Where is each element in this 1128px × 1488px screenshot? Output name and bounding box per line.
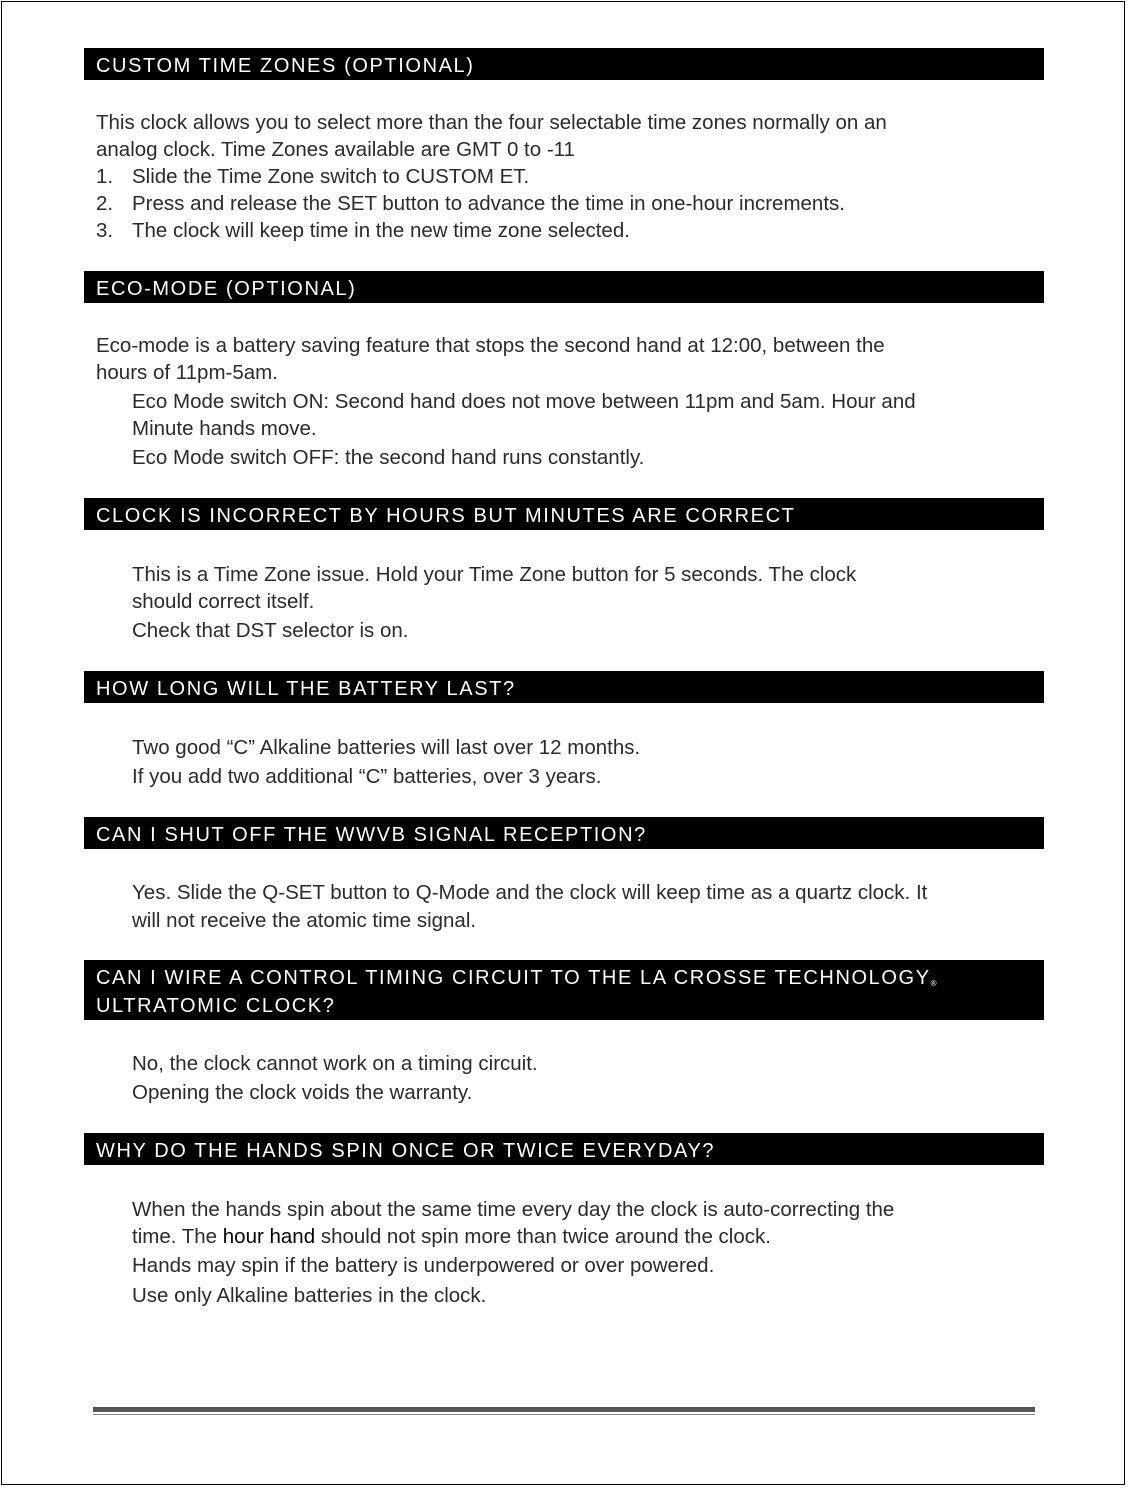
indented-line: Two good “C” Alkaline batteries will last over 12 months. xyxy=(132,736,641,759)
indented-line: Opening the clock voids the warranty. xyxy=(132,1081,473,1104)
indented-line: Yes. Slide the Q-SET button to Q-Mode and the clock will keep time as a quartz clock. It xyxy=(132,881,928,904)
indented-line: Minute hands move. xyxy=(132,417,317,440)
section-heading-clock-incorrect: CLOCK IS INCORRECT BY HOURS BUT MINUTES ARE CORRECT xyxy=(84,498,1044,530)
step-number: 2. xyxy=(96,192,114,215)
step-number: 1. xyxy=(96,165,114,188)
step-text: Slide the Time Zone switch to CUSTOM ET. xyxy=(132,165,530,188)
section-heading-battery-life: HOW LONG WILL THE BATTERY LAST? xyxy=(84,671,1044,703)
paragraph-line: Eco-mode is a battery saving feature that stops the second hand at 12:00, between the xyxy=(96,334,885,357)
section-heading-custom-time-zones: CUSTOM TIME ZONES (OPTIONAL) xyxy=(84,48,1044,80)
text-fragment: should not spin more than twice around the clock. xyxy=(315,1225,771,1248)
section-heading-eco-mode: ECO-MODE (OPTIONAL) xyxy=(84,271,1044,303)
paragraph-line: This clock allows you to select more than the four selectable time zones normally on an xyxy=(96,111,887,134)
paragraph-line: hours of 11pm-5am. xyxy=(96,361,278,384)
indented-line: Eco Mode switch OFF: the second hand runs constantly. xyxy=(132,446,645,469)
indented-line: will not receive the atomic time signal. xyxy=(132,909,477,932)
indented-line: Check that DST selector is on. xyxy=(132,619,409,642)
indented-line: No, the clock cannot work on a timing circuit. xyxy=(132,1052,538,1075)
step-text: The clock will keep time in the new time zone selected. xyxy=(132,219,630,242)
hour-hand-term: hour hand xyxy=(222,1225,316,1248)
heading-line-1: CAN I WIRE A CONTROL TIMING CIRCUIT TO THE LA CROSSE TECHNOLOGY xyxy=(96,967,931,989)
section-heading-timing-circuit xyxy=(84,960,1044,1020)
paragraph-line: analog clock. Time Zones available are GMT 0 to -11 xyxy=(96,138,575,161)
indented-line xyxy=(132,1223,771,1250)
step-number: 3. xyxy=(96,219,114,242)
indented-line: Eco Mode switch ON: Second hand does not move between 11pm and 5am. Hour and xyxy=(132,390,916,413)
indented-line: should correct itself. xyxy=(132,590,315,613)
section-heading-hands-spin: WHY DO THE HANDS SPIN ONCE OR TWICE EVERYDAY? xyxy=(84,1133,1044,1165)
heading-line-2: ULTRATOMIC CLOCK? xyxy=(96,995,336,1017)
indented-line: If you add two additional “C” batteries, over 3 years. xyxy=(132,765,602,788)
indented-line: When the hands spin about the same time every day the clock is auto-correcting the xyxy=(132,1198,895,1221)
footer-rule xyxy=(93,1407,1035,1412)
registered-mark: ® xyxy=(930,979,937,988)
indented-line: Hands may spin if the battery is underpowered or over powered. xyxy=(132,1254,715,1277)
text-fragment: time. The xyxy=(132,1225,223,1248)
footer-rule-thin xyxy=(93,1414,1035,1415)
indented-line: This is a Time Zone issue. Hold your Time Zone button for 5 seconds. The clock xyxy=(132,563,857,586)
indented-line: Use only Alkaline batteries in the clock. xyxy=(132,1284,487,1307)
step-text: Press and release the SET button to advance the time in one-hour increments. xyxy=(132,192,845,215)
section-heading-wwvb-signal: CAN I SHUT OFF THE WWVB SIGNAL RECEPTION? xyxy=(84,817,1044,849)
